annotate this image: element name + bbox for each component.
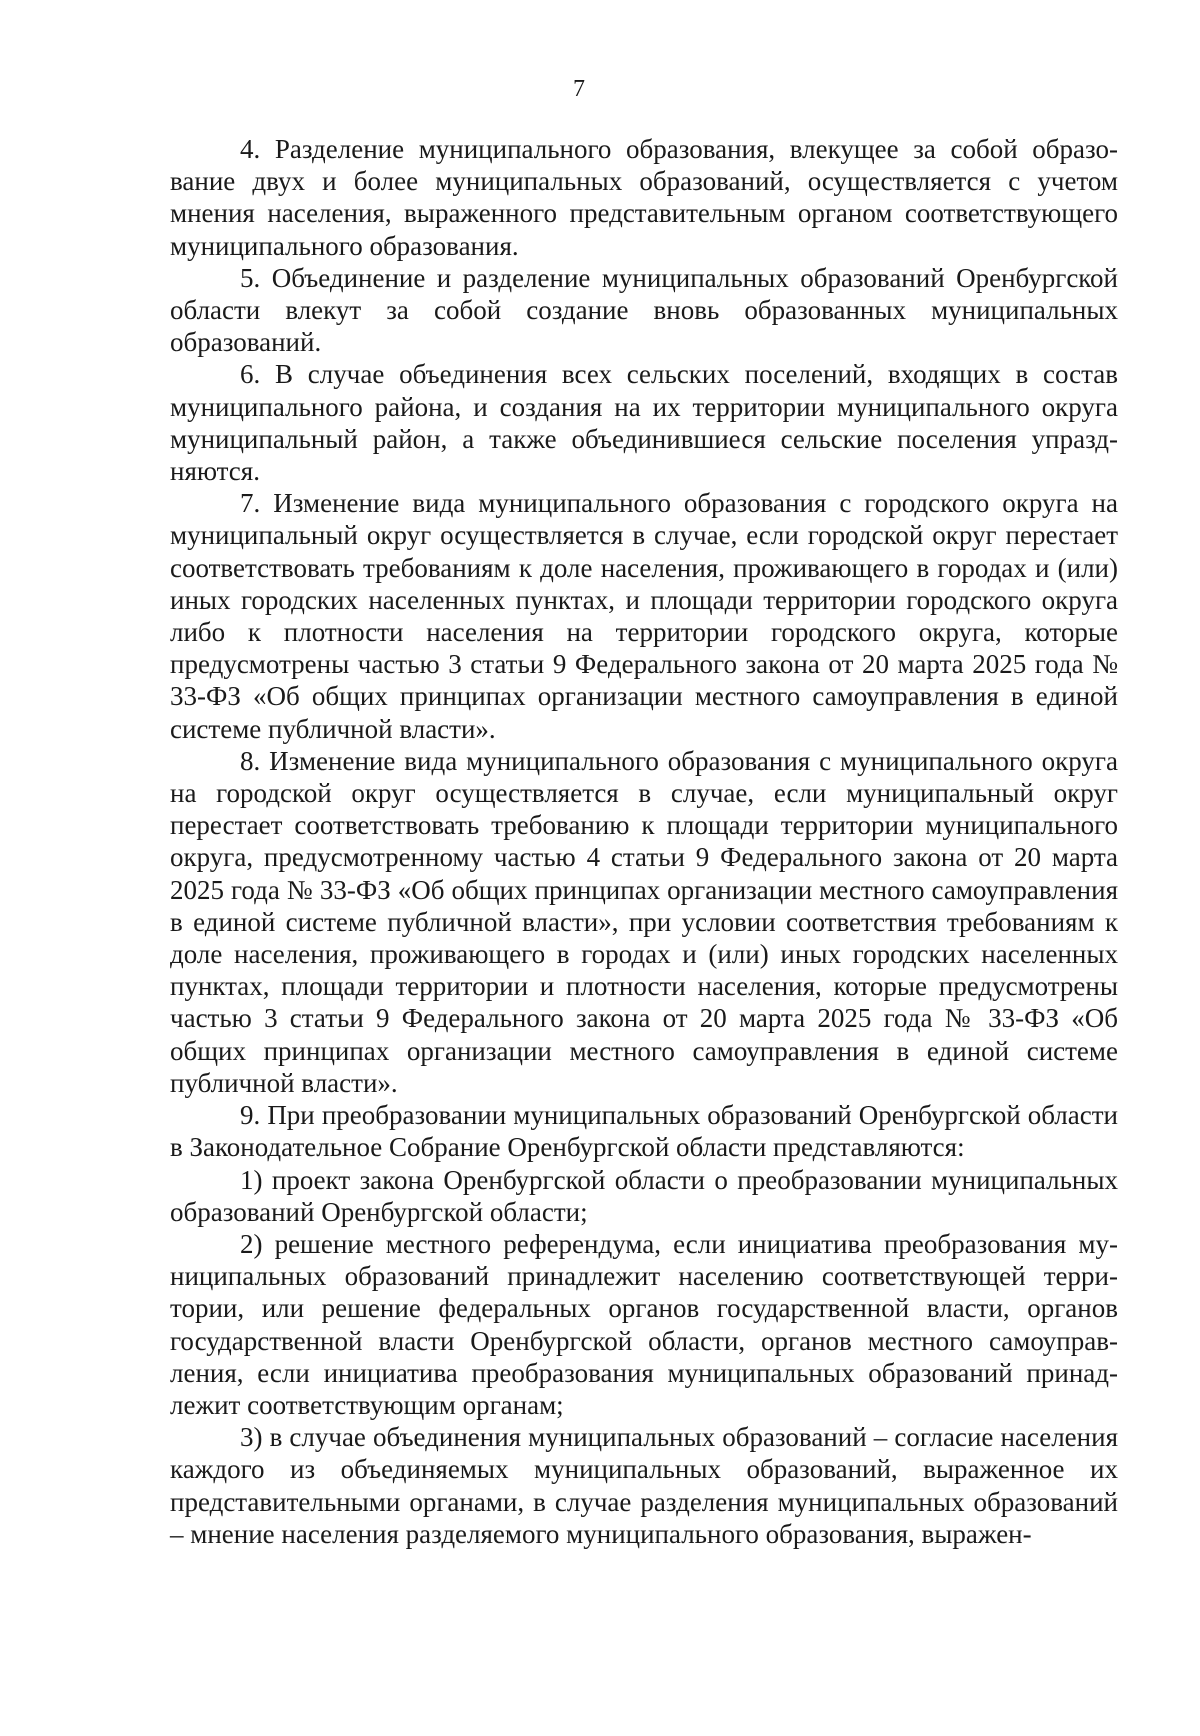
document-body xyxy=(170,133,1118,1550)
list-item-3: 3) в случае объединения муниципальных образований – согласие населения каждого из объединяемых муниципальных образований, выраженное их представительными органами, в случае разделения муниципальных образований – мнение населения разделяемого муниципального образования, выражен- xyxy=(170,1422,1118,1549)
page-number: 7 xyxy=(573,76,585,102)
paragraph-7: 7. Изменение вида муниципального образования с городского округа на муниципальный округ осуществляется в случае, если городской округ перестает соответствовать требованиям к доле населения, проживающего в городах и (или) иных городских населенных пунктах, и площади территории городского округа либо к плотности населения на территории городского округа, которые предусмотрены частью 3 статьи 9 Федерального закона от 20 марта 2025 года № 33-ФЗ «Об общих принципах организации местного самоуправления в единой системе публичной власти». xyxy=(170,488,1118,744)
paragraph-4: 4. Разделение муниципального образования, влекущее за собой образование двух и более муниципальных образований, осуществляется с учетом мнения населения, выраженного представительным органом соответствующего муниципального образования. xyxy=(170,134,1118,261)
paragraph-5: 5. Объединение и разделение муниципальных образований Оренбургской области влекут за собой создание вновь образованных муниципальных образований. xyxy=(170,262,1118,358)
list-item-1: 1) проект закона Оренбургской области о преобразовании муниципальных образований Оренбургской области; xyxy=(170,1164,1118,1227)
paragraph-8: 8. Изменение вида муниципального образования с муниципального округа на городской округ осуществляется в случае, если муниципальный округ перестает соответствовать требованию к площади территории муниципального округа, предусмотренному частью 4 статьи 9 Федерального закона от 20 марта 2025 года № 33-ФЗ «Об общих принципах организации местного самоуправления в единой системе публичной власти», при условии соответствия требованиям к доле населения, проживающего в городах и (или) иных городских населенных пунктах, площади территории и плотности населения, которые предусмотрены частью 3 статьи 9 Федерального закона от 20 марта 2025 года № 33-ФЗ «Об общих принципах организации местного самоуправления в единой системе публичной власти». xyxy=(170,745,1118,1098)
list-item-2: 2) решение местного референдума, если инициатива преобразования муниципальных образований принадлежит населению соответствующей территории, или решение федеральных органов государственной власти, органов государственной власти Оренбургской области, органов местного самоуправления, если инициатива преобразования муниципальных образований принадлежит соответствующим органам; xyxy=(170,1228,1118,1420)
paragraph-9: 9. При преобразовании муниципальных образований Оренбургской области в Законодательное Собрание Оренбургской области представляются: xyxy=(170,1100,1118,1163)
paragraph-6: 6. В случае объединения всех сельских поселений, входящих в состав муниципального района, и создания на их территории муниципального округа муниципальный район, а также объединившиеся сельские поселения упраздняются. xyxy=(170,359,1118,487)
